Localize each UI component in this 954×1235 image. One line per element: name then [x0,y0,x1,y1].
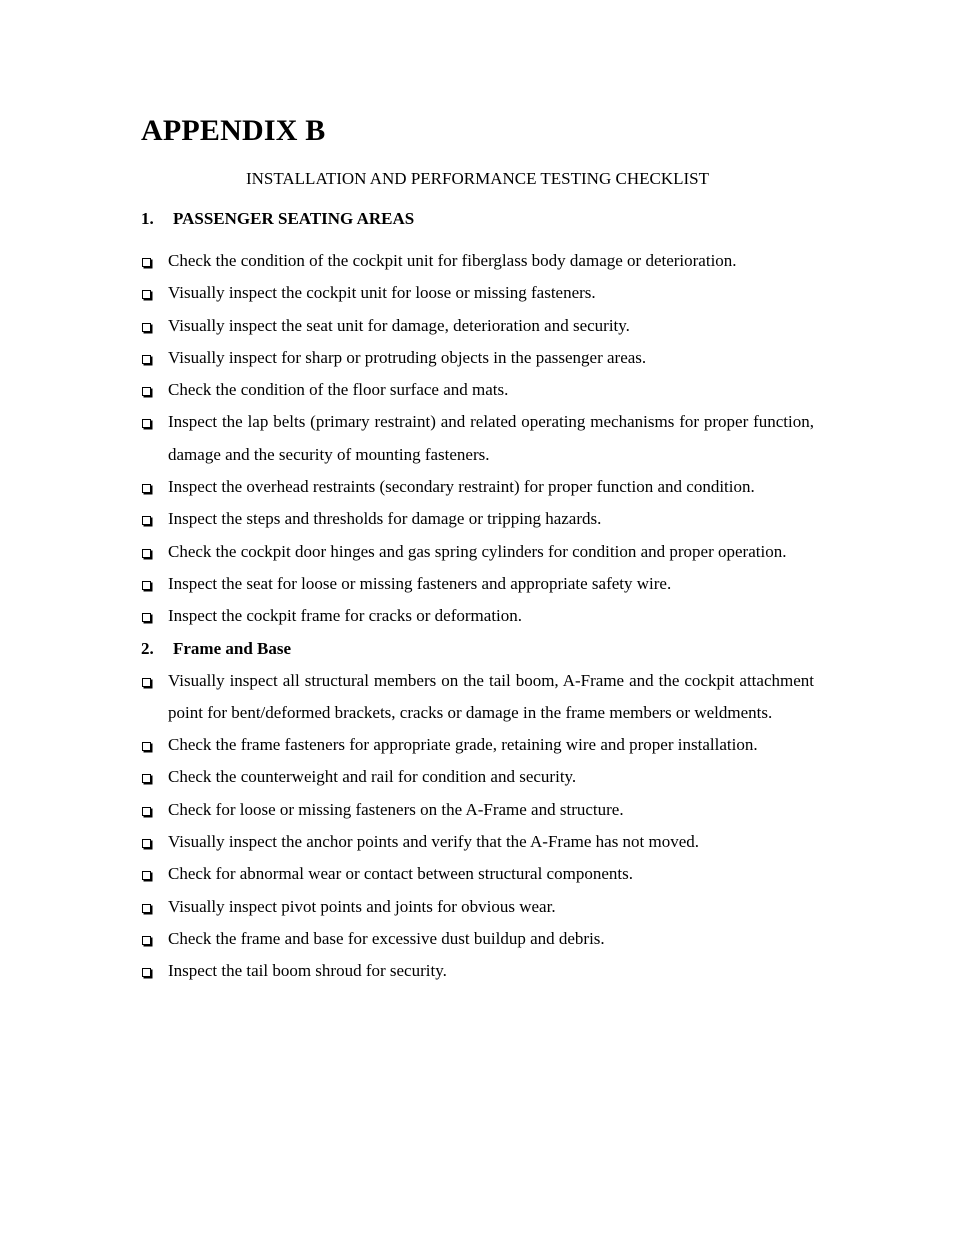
checklist-item [141,536,814,568]
checklist-item-text: Visually inspect the cockpit unit for loose or missing fasteners. [168,283,596,303]
checklist-item-text: Visually inspect for sharp or protruding objects in the passenger areas. [168,347,647,367]
checklist-item [141,310,814,342]
section-title: PASSENGER SEATING AREAS [173,209,415,228]
checklist-item [141,761,814,793]
checklist-item-text: Check the condition of the floor surface and mats. [168,380,509,400]
checklist-item-text: Visually inspect the seat unit for damage, deterioration and security. [168,315,630,335]
page-subtitle: INSTALLATION AND PERFORMANCE TESTING CHECKLIST [245,169,709,188]
checklist-frame-and-base [141,665,814,988]
page-title: APPENDIX B [141,114,326,147]
checklist-item [141,858,814,890]
checkbox-icon[interactable] [141,536,168,568]
checkbox-icon[interactable] [141,600,168,632]
checklist-item-text: Visually inspect all structural members on the tail boom, A-Frame and the cockpit attachment point for bent/deformed brackets, cracks or damage in the frame members or weldments. [168,670,814,722]
checklist-item [141,245,814,277]
checklist-passenger-seating [141,245,814,633]
checklist-item-text: Check the condition of the cockpit unit for fiberglass body damage or deterioration. [168,251,737,270]
checkbox-icon[interactable] [141,955,168,987]
checklist-item [141,826,814,858]
checklist-item [141,342,814,374]
checkbox-icon[interactable] [141,794,168,826]
checkbox-icon[interactable] [141,310,168,342]
checklist-item-text: Inspect the cockpit frame for cracks or deformation. [168,606,523,626]
document-page [141,112,814,988]
checklist-item-text: Check the counterweight and rail for condition and security. [168,767,577,787]
checklist-item-text: Inspect the lap belts (primary restraint) and related operating mechanisms for proper function, damage and the security of mounting fasteners. [168,412,814,464]
checklist-item-text: Visually inspect pivot points and joints for obvious wear. [168,896,556,916]
checklist-item-text: Check the frame and base for excessive dust buildup and debris. [168,928,605,948]
checklist-item [141,923,814,955]
checkbox-icon[interactable] [141,277,168,309]
checkbox-icon[interactable] [141,406,168,471]
checklist-item [141,955,814,987]
checkbox-icon[interactable] [141,923,168,955]
checkbox-icon[interactable] [141,342,168,374]
checklist-item-text: Inspect the steps and thresholds for damage or tripping hazards. [168,509,602,529]
checklist-item-text: Inspect the tail boom shroud for security. [168,961,447,981]
checklist-item-text: Check the frame fasteners for appropriate grade, retaining wire and proper installation. [168,735,758,755]
checklist-item [141,600,814,632]
checklist-item [141,729,814,761]
checkbox-icon[interactable] [141,858,168,890]
checklist-item [141,891,814,923]
checklist-item [141,794,814,826]
checklist-item [141,503,814,535]
checkbox-icon[interactable] [141,761,168,793]
section-heading-frame-and-base [141,633,814,665]
section-title: Frame and Base [173,638,292,658]
checklist-item [141,471,814,503]
checkbox-icon[interactable] [141,568,168,600]
checkbox-icon[interactable] [141,665,168,730]
checkbox-icon[interactable] [141,471,168,503]
checklist-item [141,277,814,309]
checklist-item [141,374,814,406]
checkbox-icon[interactable] [141,891,168,923]
checklist-item [141,568,814,600]
checklist-item-text: Inspect the overhead restraints (secondary restraint) for proper function and condition. [168,477,755,497]
section-heading-passenger-seating [141,203,814,235]
section-number: 1. [141,209,154,228]
checklist-item-text: Check the cockpit door hinges and gas spring cylinders for condition and proper operation. [168,541,787,561]
checkbox-icon[interactable] [141,826,168,858]
checklist-item-text: Inspect the seat for loose or missing fasteners and appropriate safety wire. [168,573,672,593]
checkbox-icon[interactable] [141,729,168,761]
checklist-item-text: Check for abnormal wear or contact between structural components. [168,864,633,884]
checklist-item-text: Check for loose or missing fasteners on the A-Frame and structure. [168,799,624,819]
checklist-item [141,665,814,730]
checklist-item [141,406,814,471]
checkbox-icon[interactable] [141,245,168,277]
section-number: 2. [141,638,154,658]
checkbox-icon[interactable] [141,374,168,406]
checkbox-icon[interactable] [141,503,168,535]
checklist-item-text: Visually inspect the anchor points and verify that the A-Frame has not moved. [168,832,700,852]
